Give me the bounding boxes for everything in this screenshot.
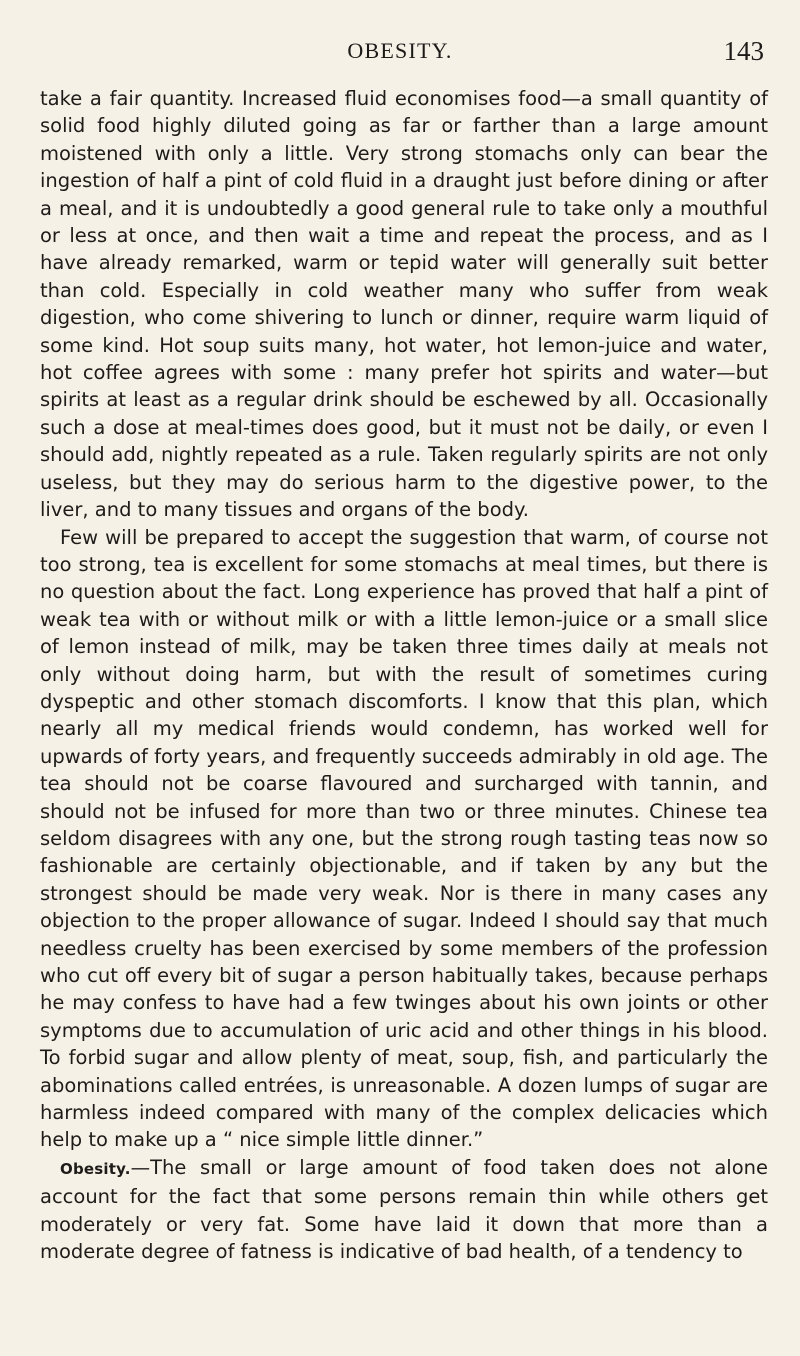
paragraph-text: Few will be prepared to accept the suggestion that warm, of course not too strong, tea is excellent for some stomachs at meal times, but there is no question about the fact. Long experience has proved that half a pint of weak tea with or without milk or with a little lemon-juice or a small slice of lemon instead of milk, may be taken three times daily at meals not only without doing harm, but with the result of sometimes curing dyspeptic and other stomach discomforts. I know that this plan, which nearly all my medical friends would condemn, has worked well for upwards of forty years, and frequently succeeds admirably in old age. The tea should not be coarse flavoured and surcharged with tannin, and should not be infused for more than two or three minutes. Chinese tea seldom disagrees with any one, but the strong rough tasting teas now so fashionable are certainly objectionable, and if taken by any but the strongest should be made very weak. Nor is there in many cases any objection to the proper allowance of sugar. Indeed I should say that much needless cruelty has been exercised by some members of the profession who cut off every bit of sugar a person habitually takes, because perhaps he may confess to have had a few twinges about his own joints or other symptoms due to accumulation of uric acid and other things in his blood. To forbid sugar and allow plenty of meat, soup, fish, and particularly the abominations called entrées, is unreasonable. A dozen lumps of sugar are harmless indeed compared with many of the complex delicacies which help to make up a “ nice simple little dinner.” <box>40 525 768 1152</box>
paragraph-obesity <box>40 1154 768 1266</box>
page-number: 143 <box>723 36 764 66</box>
body-text <box>40 85 768 1265</box>
section-run-in-heading: Obesity. <box>60 1159 131 1178</box>
paragraph-text: —The small or large amount of food taken does not alone account for the fact that some persons remain thin while others get moderately or very fat. Some have laid it down that more than a moderate degree of fatness is indicative of bad health, of a tendency to <box>40 1155 768 1264</box>
paragraph-tea <box>40 524 768 1154</box>
page-header <box>40 22 764 82</box>
running-title: OBESITY. <box>347 38 453 63</box>
paragraph-text: take a fair quantity. Increased fluid economises food—a small quantity of solid food highly diluted going as far or farther than a large amount moistened with only a little. Very strong stomachs only can bear the ingestion of half a pint of cold fluid in a draught just before dining or after a meal, and it is undoubtedly a good general rule to take only a mouthful or less at once, and then wait a time and repeat the process, and as I have already remarked, warm or tepid water will generally suit better than cold. Especially in cold weather many who suffer from weak digestion, who come shivering to lunch or dinner, require warm liquid of some kind. Hot soup suits many, hot water, hot lemon-juice and water, hot coffee agrees with some : many prefer hot spirits and water—but spirits at least as a regular drink should be eschewed by all. Occasionally such a dose at meal-times does good, but it must not be daily, or even I should add, nightly repeated as a rule. Taken regularly spirits are not only useless, but they may do serious harm to the digestive power, to the liver, and to many tissues and organs of the body. <box>40 87 768 522</box>
paragraph-continued <box>40 85 768 524</box>
